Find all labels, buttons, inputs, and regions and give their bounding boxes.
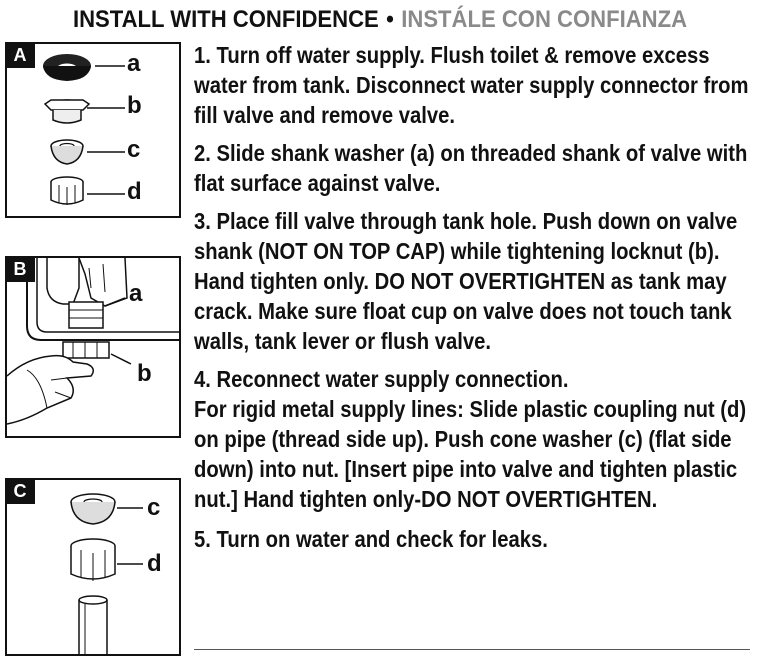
installation-illustration — [7, 258, 179, 436]
header-english: INSTALL WITH CONFIDENCE — [72, 6, 379, 33]
step-3 — [194, 206, 757, 356]
bottom-divider — [194, 649, 750, 650]
instruction-steps — [194, 40, 749, 566]
step-note: For rigid metal supply lines: Slide plastic coupling nut (d) on pipe (thread side up). Push cone washer (c) (flat side down) into nut. [Insert pipe into valve and tighten plastic nut.] Hand tighten only-DO NOT OVERTIGHTEN. — [194, 396, 747, 512]
callout-a: a — [127, 50, 141, 77]
header-spanish: INSTÁLE CON CONFIANZA — [401, 6, 688, 33]
callout-c: c — [127, 136, 141, 163]
callout-d: d — [127, 178, 142, 205]
panel-label: B — [5, 256, 35, 282]
step-text: 2. Slide shank washer (a) on threaded shank of valve with flat surface against valve. — [194, 140, 748, 196]
panel-b — [5, 256, 181, 438]
panel-a — [5, 42, 181, 218]
panel-label: C — [5, 478, 35, 504]
step-4 — [194, 364, 757, 514]
step-text: 1. Turn off water supply. Flush toilet & remove excess water from tank. Disconnect water supply connector from fill valve and remove valve. — [194, 42, 749, 128]
step-text: 5. Turn on water and check for leaks. — [194, 526, 548, 552]
page-header — [30, 6, 729, 34]
step-5 — [194, 524, 757, 554]
callout-d: d — [147, 550, 162, 577]
step-2 — [194, 138, 757, 198]
step-text: 4. Reconnect water supply connection. — [194, 366, 569, 392]
callout-a: a — [129, 280, 143, 307]
step-text: 3. Place fill valve through tank hole. Push down on valve shank (NOT ON TOP CAP) while tightening locknut (b). Hand tighten only. DO NOT OVERTIGHTEN as tank may crack. Make sure float cup on valve does not touch tank walls, tank lever or flush valve. — [194, 208, 738, 354]
callout-b: b — [127, 92, 142, 119]
panel-label: A — [5, 42, 35, 68]
callout-c: c — [147, 494, 161, 521]
header-separator: • — [386, 6, 394, 33]
callout-b: b — [137, 360, 152, 387]
step-1 — [194, 40, 757, 130]
parts-illustration — [7, 44, 179, 216]
panel-c — [5, 478, 181, 656]
